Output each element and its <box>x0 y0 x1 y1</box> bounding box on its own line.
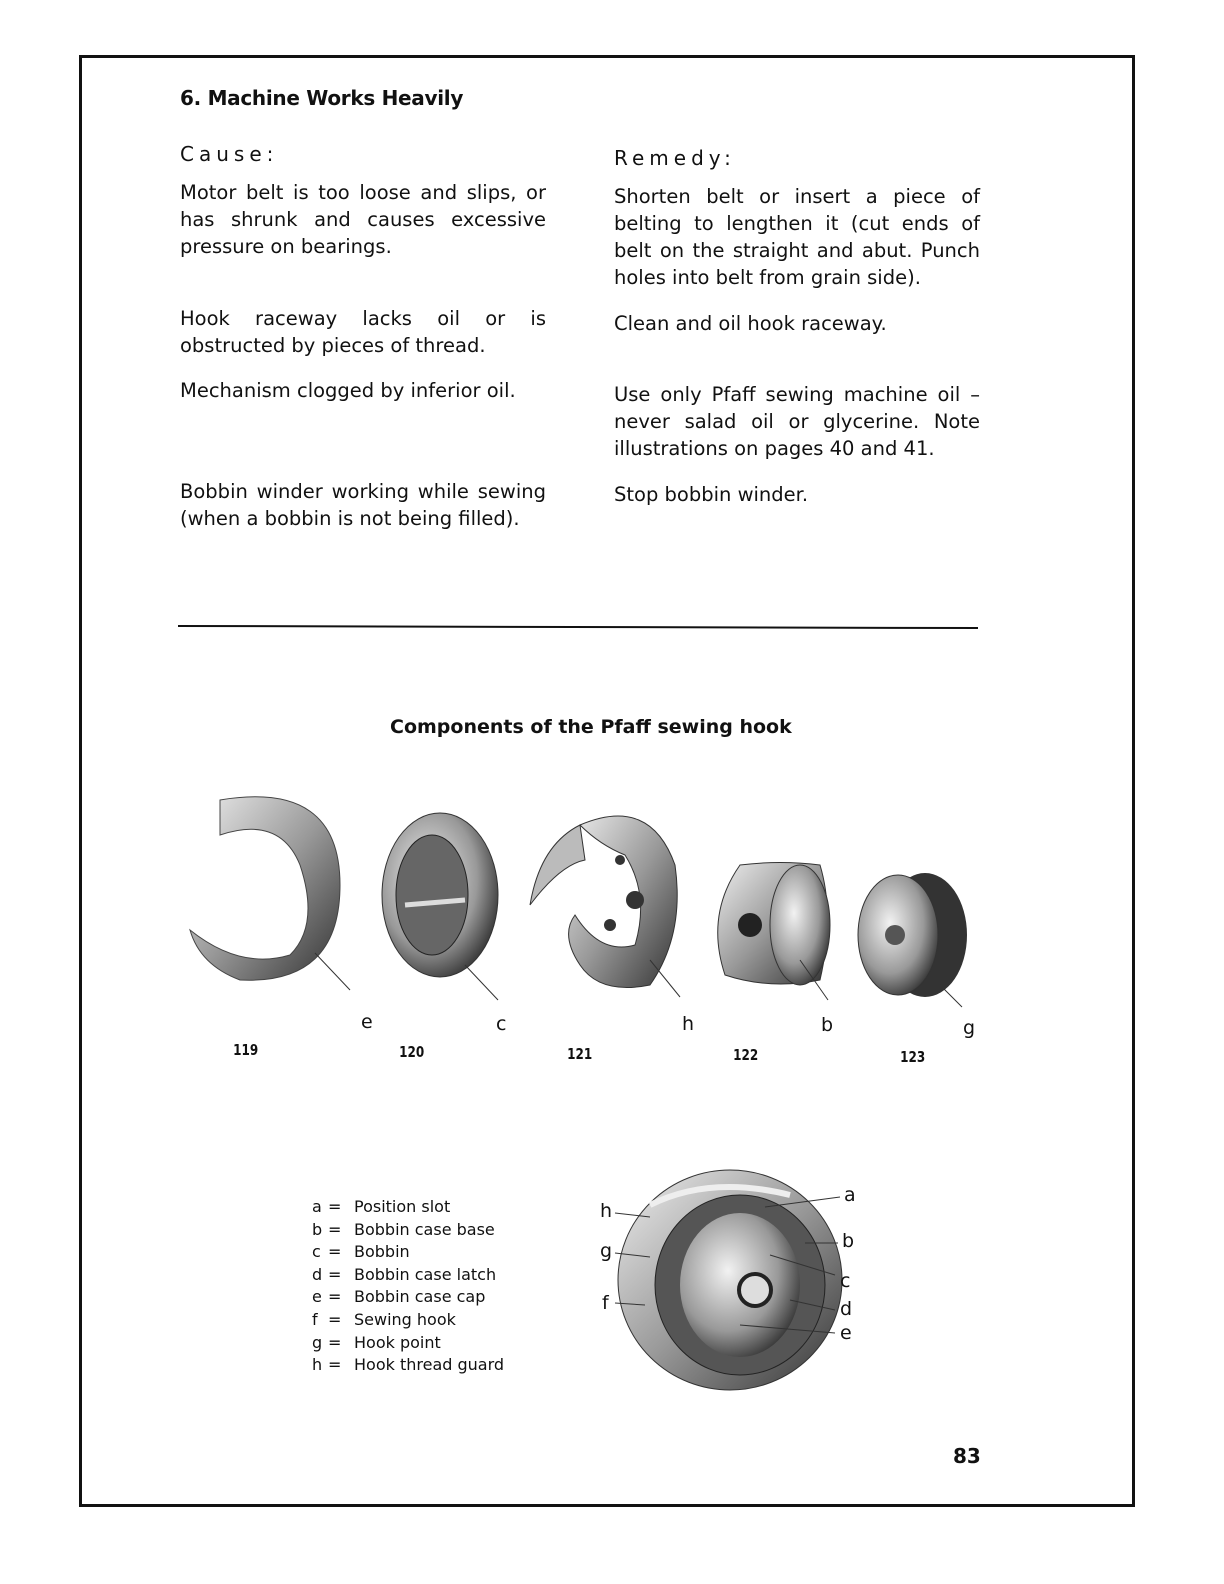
assembly-label-f: f <box>602 1292 609 1314</box>
remedy-2: Clean and oil hook raceway. <box>614 312 887 335</box>
hook-parts-illustration <box>180 785 1000 1015</box>
part-letter: e <box>361 1011 373 1033</box>
part-number: 121 <box>567 1045 593 1063</box>
legend-item: f = Sewing hook <box>312 1309 456 1329</box>
assembly-label-d: d <box>840 1298 853 1320</box>
assembly-label-b: b <box>842 1230 855 1252</box>
remedy-heading: Remedy: <box>614 146 736 170</box>
part-123-hook-point <box>858 873 967 1007</box>
cause-4: Bobbin winder working while sewing (when a bobbin is not being filled). <box>180 480 546 530</box>
cause-3: Mechanism clogged by inferior oil. <box>180 379 516 402</box>
part-number: 119 <box>233 1041 259 1059</box>
part-121-sewing-hook <box>530 816 680 997</box>
assembled-hook-illustration <box>590 1165 853 1395</box>
part-119-bobbin-case-cap <box>190 797 350 990</box>
part-letter: g <box>963 1017 976 1039</box>
part-letter: c <box>496 1013 507 1035</box>
legend-item: b = Bobbin case base <box>312 1219 495 1239</box>
legend-item: h = Hook thread guard <box>312 1355 505 1375</box>
remedy-3: Use only Pfaff sewing machine oil – never salad oil or glycerine. Note illustrations on pages 40 and 41. <box>614 383 980 460</box>
section-title: 6. Machine Works Heavily <box>180 86 464 110</box>
remedy-4: Stop bobbin winder. <box>614 483 809 506</box>
part-number: 122 <box>733 1046 759 1064</box>
legend-item: c = Bobbin <box>312 1242 410 1262</box>
assembly-label-g: g <box>600 1240 613 1262</box>
cause-heading: Cause: <box>180 142 279 166</box>
cause-1: Motor belt is too loose and slips, or has shrunk and causes excessive pressure on bearings. <box>180 181 546 258</box>
remedy-1: Shorten belt or insert a piece of belting to lengthen it (cut ends of belt on the straight and abut. Punch holes into belt from grain side). <box>614 185 980 289</box>
part-letter: b <box>821 1014 834 1036</box>
legend-item: d = Bobbin case latch <box>312 1264 497 1284</box>
page-number: 83 <box>953 1444 981 1468</box>
cause-2: Hook raceway lacks oil or is obstructed by pieces of thread. <box>180 307 546 357</box>
legend <box>312 1196 504 1377</box>
part-number: 120 <box>399 1043 425 1061</box>
part-number: 123 <box>900 1048 926 1066</box>
part-120-bobbin <box>382 813 498 1000</box>
legend-item: e = Bobbin case cap <box>312 1287 486 1307</box>
part-122-bobbin-case-base <box>718 863 830 1001</box>
legend-item: a = Position slot <box>312 1197 451 1216</box>
assembly-label-c: c <box>840 1270 851 1292</box>
assembly-label-h: h <box>600 1200 613 1222</box>
assembly-label-a: a <box>844 1184 856 1206</box>
assembly-label-e: e <box>840 1322 852 1344</box>
figure-caption: Components of the Pfaff sewing hook <box>390 716 792 738</box>
legend-item: g = Hook point <box>312 1332 441 1352</box>
part-letter: h <box>682 1013 695 1035</box>
